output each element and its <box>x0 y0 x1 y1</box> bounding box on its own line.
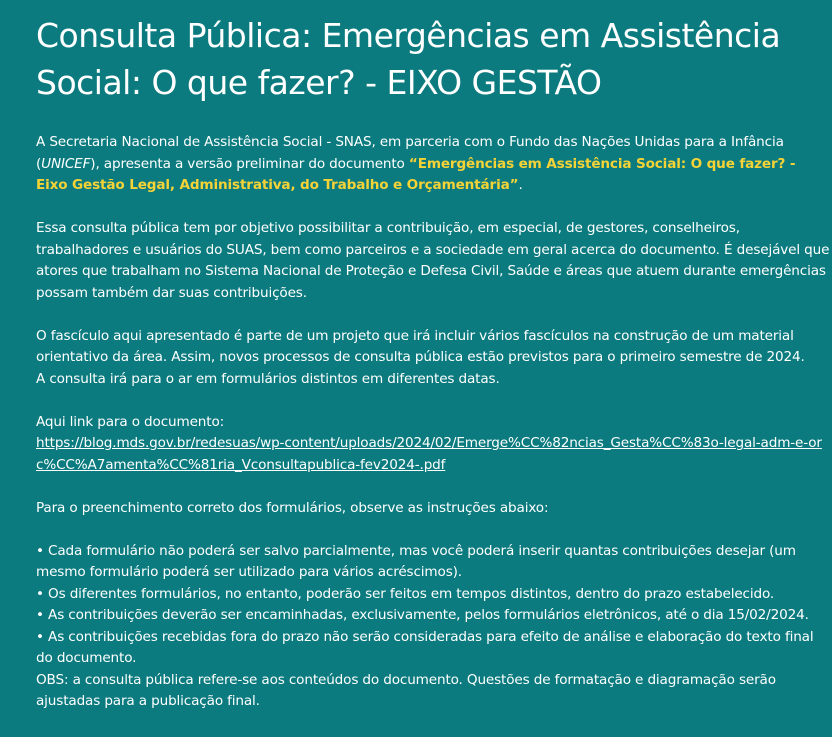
intro-text-3: . <box>518 177 523 193</box>
document-link[interactable]: https://blog.mds.gov.br/redesuas/wp-content/uploads/2024/02/Emerge%CC%82ncias_Gesta%CC%83o-legal-adm-e-orc%CC%A7amenta%CC%81ria_Vconsultapublica-fev2024-.pdf <box>36 435 822 473</box>
instructions-intro: Para o preenchimento correto dos formulários, observe as instruções abaixo: <box>36 499 549 516</box>
intro-text-1: A Secretaria Nacional de Assistência Social - SNAS, em parceria com o Fundo das Nações Unidas para a Infância ( <box>36 134 784 172</box>
document-link-paragraph <box>36 412 831 477</box>
link-label: Aqui link para o documento: <box>36 413 225 430</box>
intro-text-2: ), apresenta a versão preliminar do documento <box>90 155 409 172</box>
document-title-highlight: “Emergências em Assistência Social: O que fazer? - Eixo Gestão Legal, Administrativa, do Trabalho e Orçamentária” <box>36 155 796 193</box>
fascicle-paragraph <box>36 326 831 391</box>
instruction-item: • As contribuições deverão ser encaminhadas, exclusivamente, pelos formulários eletrônicos, até o dia 15/02/2024. <box>36 607 809 623</box>
instruction-item: • As contribuições recebidas fora do prazo não serão consideradas para efeito de análise e elaboração do texto final do documento. <box>36 628 814 666</box>
instructions-list <box>36 541 831 713</box>
instruction-item: • Os diferentes formulários, no entanto, poderão ser feitos em tempos distintos, dentro do prazo estabelecido. <box>36 585 775 602</box>
intro-paragraph <box>36 132 831 197</box>
objective-paragraph: Essa consulta pública tem por objetivo possibilitar a contribuição, em especial, de gestores, conselheiros, trabalhadores e usuários do SUAS, bem como parceiros e a sociedade em geral acerca do documento. É desejável que atores que trabalham no Sistema Nacional de Proteção e Defesa Civil, Saúde e áreas que atuem durante emergências possam também dar suas contribuições. <box>36 220 830 301</box>
obs-note: OBS: a consulta pública refere-se aos conteúdos do documento. Questões de formatação e diagramação serão ajustadas para a publicação final. <box>36 671 776 709</box>
unicef-abbrev: UNICEF <box>41 155 91 172</box>
instruction-item: • Cada formulário não poderá ser salvo parcialmente, mas você poderá inserir quantas contribuições desejar (um mesmo formulário poderá ser utilizado para vários acréscimos). <box>36 542 796 580</box>
fascicle-text: O fascículo aqui apresentado é parte de um projeto que irá incluir vários fascículos na construção de um material orientativo da área. Assim, novos processos de consulta pública estão previstos para o primeiro semestre de 2024. <box>36 327 805 365</box>
consultation-dates-text: A consulta irá para o ar em formulários distintos em diferentes datas. <box>36 370 500 387</box>
page-title: Consulta Pública: Emergências em Assistência Social: O que fazer? - EIXO GESTÃO <box>36 16 781 102</box>
